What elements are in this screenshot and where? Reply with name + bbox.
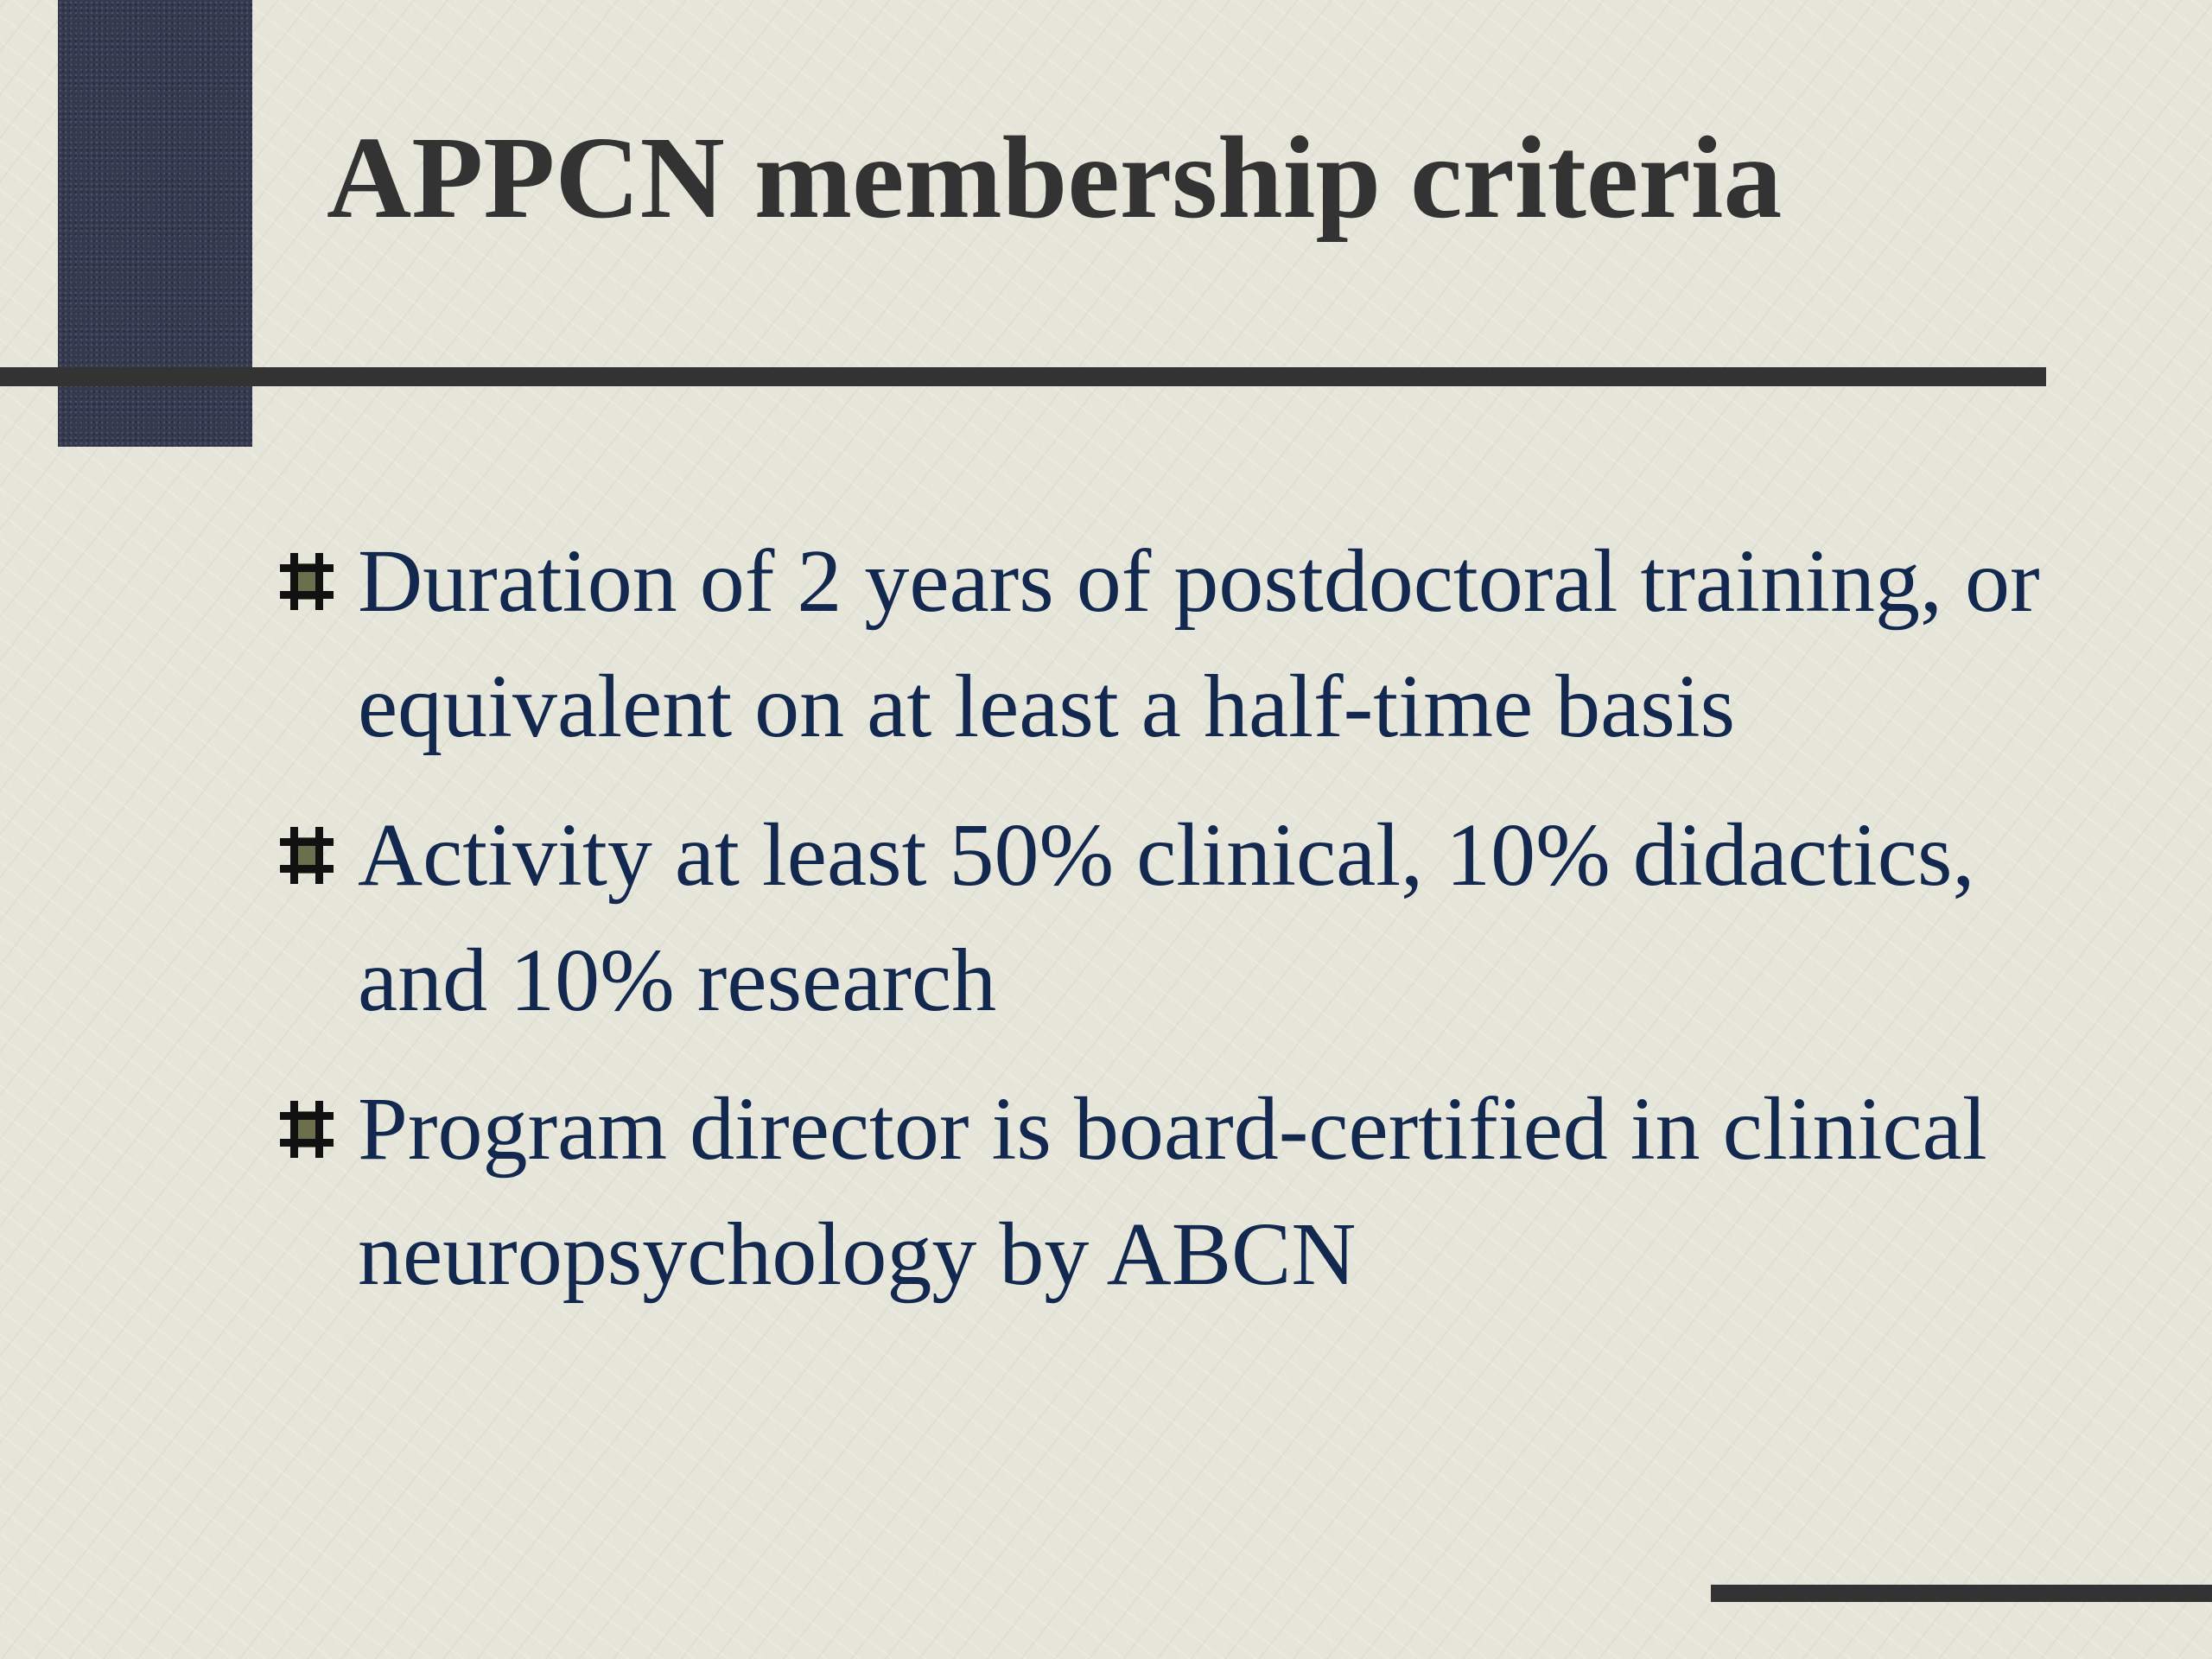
- hash-square-bullet-icon: [278, 825, 335, 886]
- bullet-item: [275, 1066, 2055, 1317]
- footer-divider-rule: [1711, 1585, 2212, 1602]
- bullet-text: Duration of 2 years of postdoctoral training, or equivalent on at least a half-time basis: [358, 531, 2040, 756]
- bullet-item: [275, 518, 2055, 769]
- bullet-list: [275, 518, 2055, 1340]
- slide-title: APPCN membership criteria: [327, 113, 1783, 243]
- hash-square-bullet-icon: [278, 551, 335, 612]
- bullet-text: Program director is board-certified in clinical neuropsychology by ABCN: [358, 1079, 1987, 1304]
- bullet-text: Activity at least 50% clinical, 10% didactics, and 10% research: [358, 805, 1975, 1030]
- title-divider-rule: [0, 367, 2046, 386]
- hash-square-bullet-icon: [278, 1099, 335, 1160]
- bullet-item: [275, 792, 2055, 1043]
